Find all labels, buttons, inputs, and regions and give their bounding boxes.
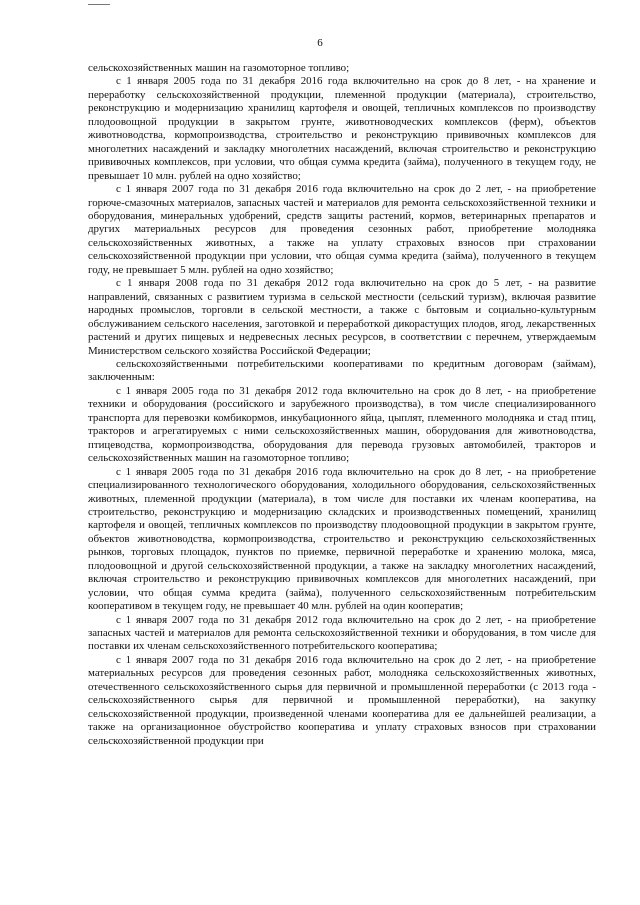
document-body [88, 62, 596, 748]
paragraph-1: сельскохозяйственных машин на газомоторное топливо; [88, 62, 350, 74]
page-number: 6 [317, 37, 323, 49]
paragraph-2: с 1 января 2005 года по 31 декабря 2016 года включительно на срок до 8 лет, - на хранение и переработку сельскохозяйственной продукции, племенной продукции (материала), строительство, реконструкцию и модернизацию хранилищ картофеля и овощей, тепличных комплексов по производству плодоовощной продукции в закрытом грунте, животноводческих комплексов (ферм), объектов животноводства, кормопроизводства, строительство и реконструкцию прививочных комплексов для многолетних насаждений и закладку многолетних насаждений, включая строительство и реконструкцию прививочных комплексов, при условии, что общая сумма кредита (займа), полученного в текущем году, не превышает 10 млн. рублей на одно хозяйство; [88, 75, 596, 182]
paragraph-5: сельскохозяйственными потребительскими кооперативами по кредитным договорам (займам), заключенным: [88, 357, 596, 384]
paragraph-6: с 1 января 2005 года по 31 декабря 2012 года включительно на срок до 8 лет, - на приобретение техники и оборудования (российского и зарубежного производства), в том числе специализированного транспорта для перевозки комбикормов, инкубационного яйца, цыплят, племенного молодняка и стад птиц, тракторов и агрегатируемых с ними сельскохозяйственных машин, оборудования для животноводства, птицеводства, кормопроизводства, оборудования для перевода грузовых автомобилей, тракторов и сельскохозяйственных машин на газомоторное топливо; [88, 384, 596, 465]
top-rule [88, 4, 110, 5]
paragraph-3: с 1 января 2007 года по 31 декабря 2016 года включительно на срок до 2 лет, - на приобретение горюче-смазочных материалов, запасных частей и материалов для ремонта сельскохозяйственной техники и оборудования, минеральных удобрений, средств защиты растений, кормов, ветеринарных препаратов и других материальных ресурсов для проведения сезонных работ, приобретение молодняка сельскохозяйственных животных, а также на уплату страховых взносов при страховании сельскохозяйственной продукции при условии, что общая сумма кредита (займа), полученного в текущем году, не превышает 5 млн. рублей на одно хозяйство; [88, 183, 596, 276]
paragraph-8: с 1 января 2007 года по 31 декабря 2012 года включительно на срок до 2 лет, - на приобретение запасных частей и материалов для ремонта сельскохозяйственной техники и оборудования, в том числе для поставки их членам сельскохозяйственного потребительского кооператива; [88, 613, 596, 653]
paragraph-9: с 1 января 2007 года по 31 декабря 2016 года включительно на срок до 2 лет, - на приобретение материальных ресурсов для проведения сезонных работ, молодняка сельскохозяйственных животных, отечественного сельскохозяйственного сырья для первичной и промышленной переработки (с 2013 года - сельскохозяйственного сырья для первичной и промышленной переработки), на закупку сельскохозяйственной продукции, произведенной членами кооператива для ее дальнейшей реализации, а также на организационное обустройство кооператива и уплату страховых взносов при страховании сельскохозяйственной продукции при [88, 653, 596, 747]
paragraph-7: с 1 января 2005 года по 31 декабря 2016 года включительно на срок до 8 лет, - на приобретение специализированного технологического оборудования, холодильного оборудования, сельскохозяйственных животных, племенной продукции (материала), в том числе для поставки их членам кооператива, на строительство, реконструкцию и модернизацию складских и производственных помещений, хранилищ картофеля и овощей, тепличных комплексов по производству плодоовощной продукции в закрытом грунте, объектов животноводства, кормопроизводства, строительство и реконструкцию сельскохозяйственных рынков, торговых площадок, пунктов по приемке, первичной переработке и хранению молока, мяса, плодоовощной и другой сельскохозяйственной продукции, а также на закладку многолетних насаждений, включая строительство и реконструкцию прививочных комплексов для многолетних насаждений, при условии, что общая сумма кредита (займа), полученного сельскохозяйственным потребительским кооперативом в текущем году, не превышает 40 млн. рублей на один кооператив; [88, 465, 596, 613]
paragraph-4: с 1 января 2008 года по 31 декабря 2012 года включительно на срок до 5 лет, - на развитие направлений, связанных с развитием туризма в сельской местности (сельский туризм), включая развитие народных промыслов, торговли в сельской местности, а также с бытовым и социально-культурным обслуживанием сельского населения, заготовкой и переработкой дикорастущих плодов, ягод, лекарственных растений и других пищевых и недревесных лесных ресурсов, в соответствии с перечнем, утверждаемым Министерством сельского хозяйства Российской Федерации; [88, 277, 596, 357]
